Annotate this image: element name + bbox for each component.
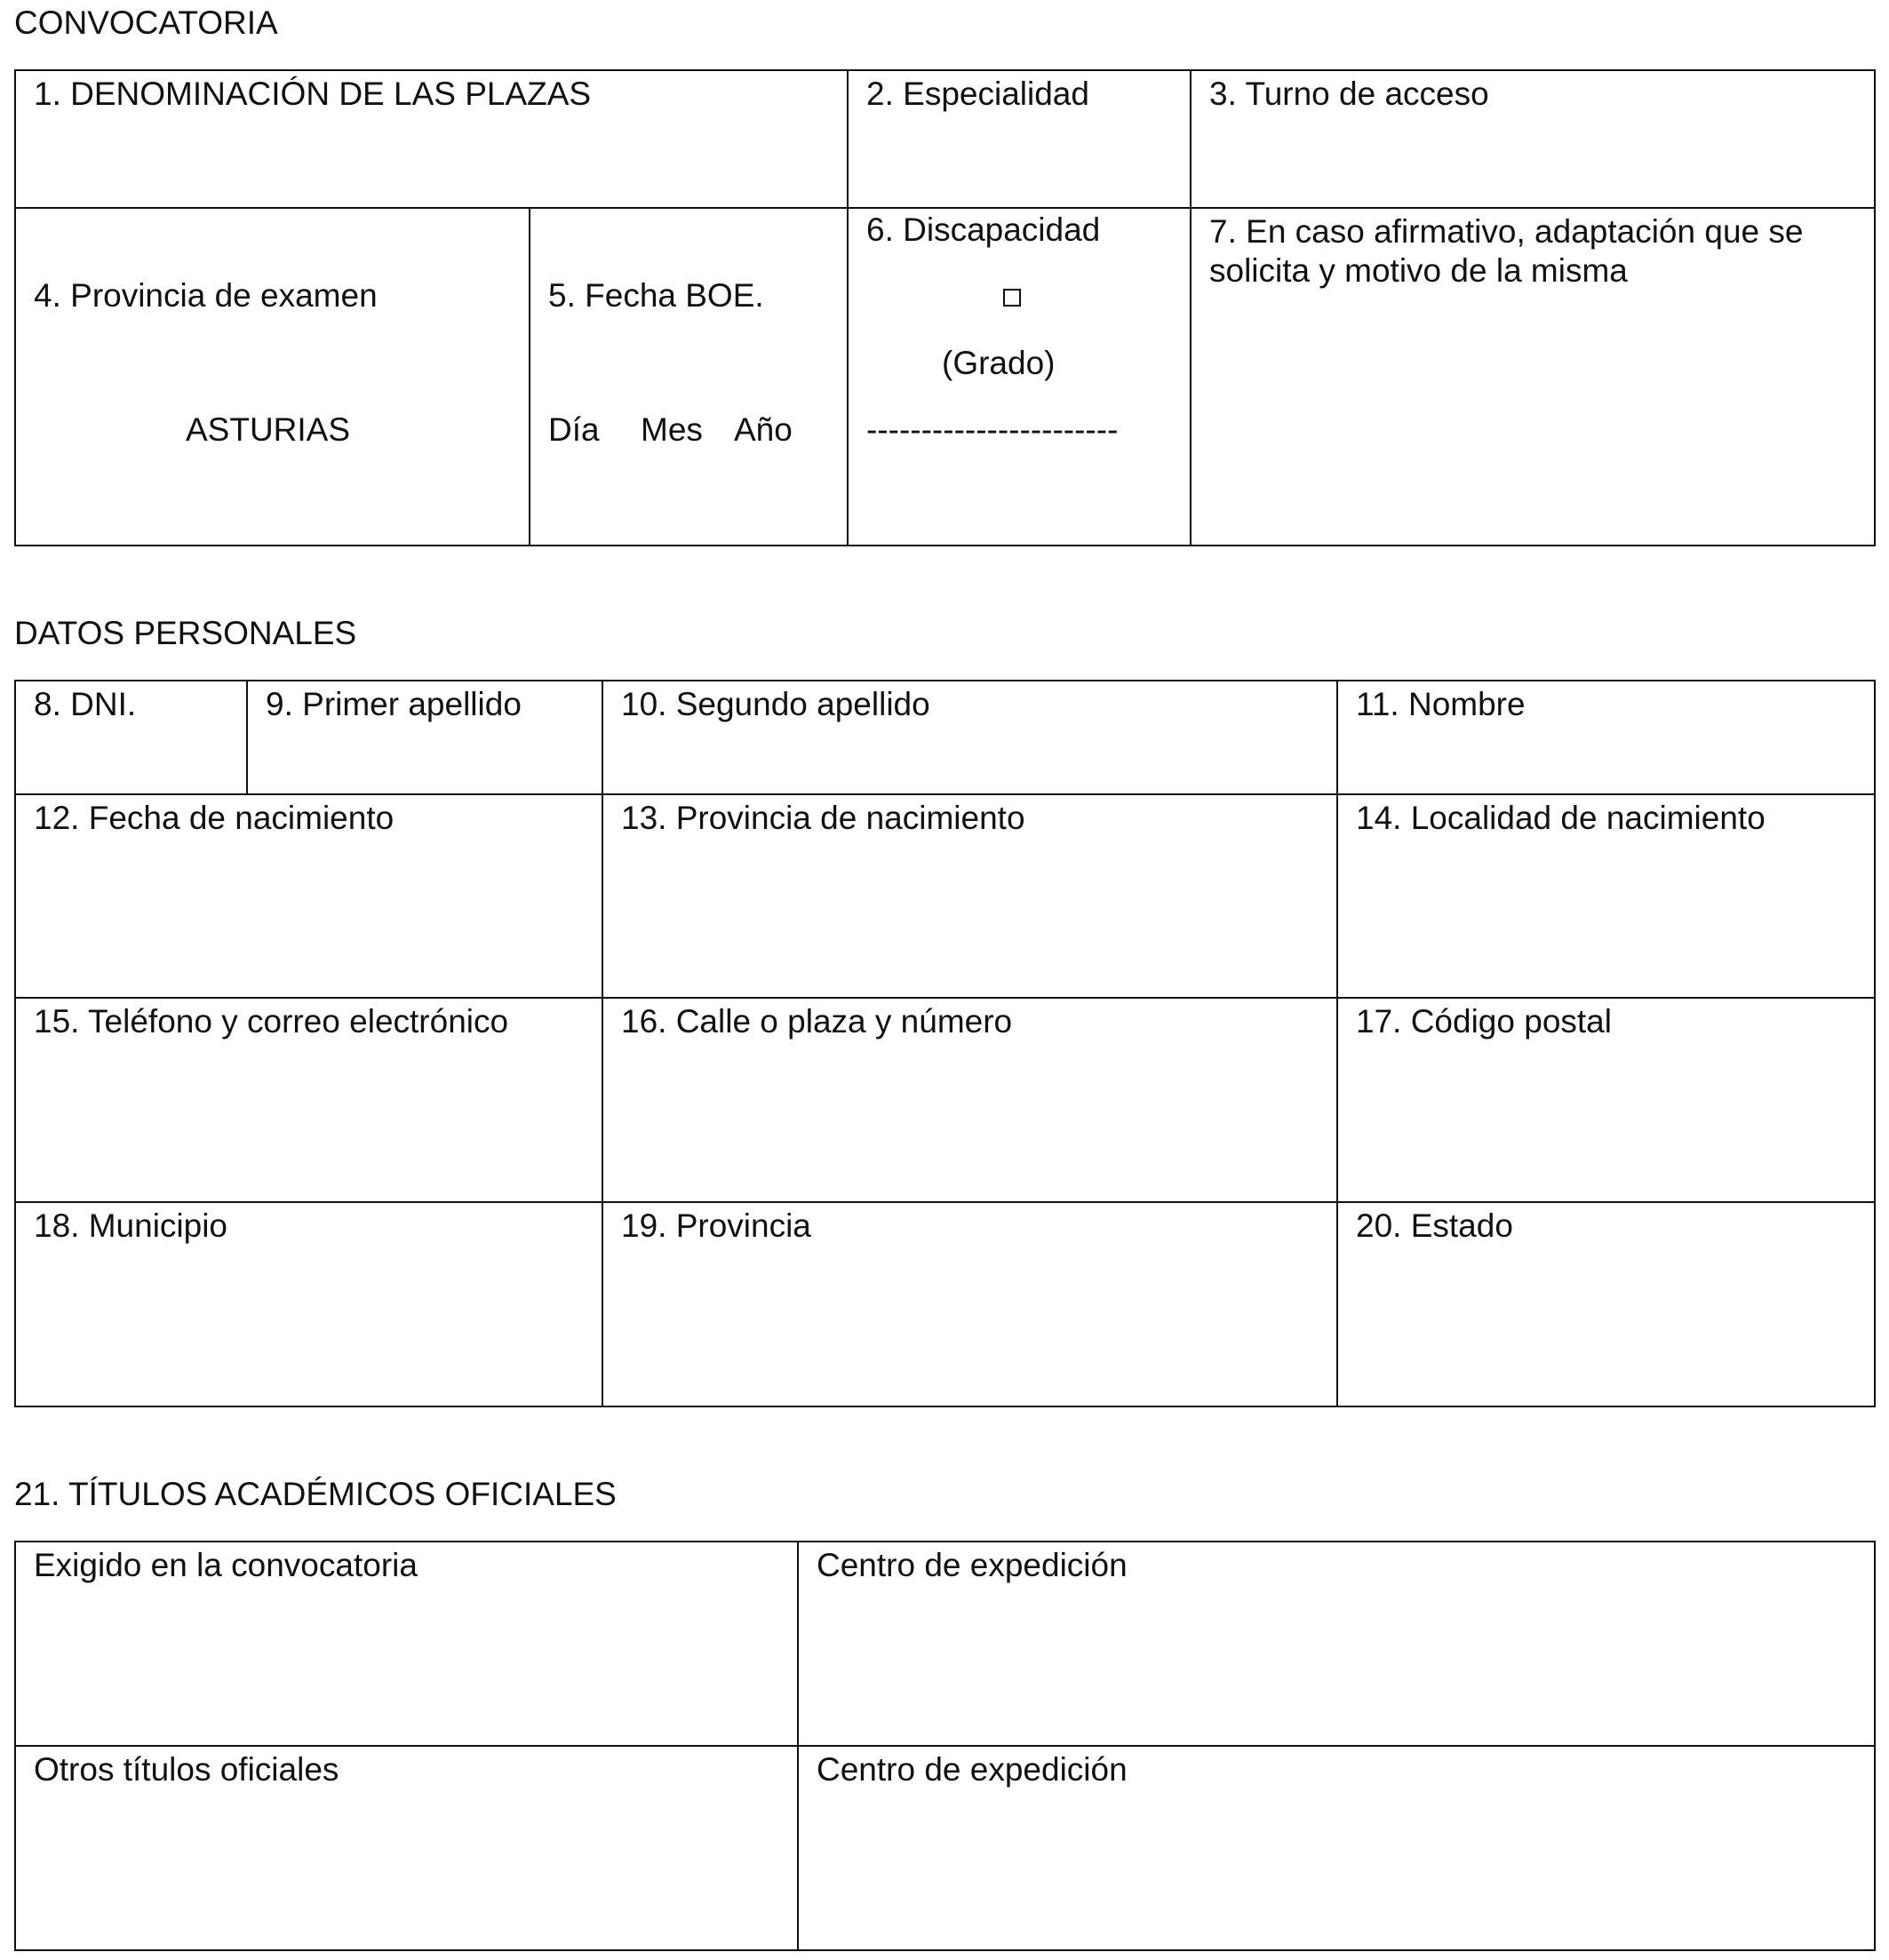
- field-provincia-nacimiento[interactable]: [603, 795, 1338, 999]
- field-especialidad[interactable]: [849, 71, 1192, 209]
- field-dni-label: 8. DNI.: [34, 686, 137, 722]
- field-titulo-exigido[interactable]: [16, 1542, 799, 1747]
- field-primer-apellido-label: 9. Primer apellido: [266, 686, 522, 722]
- field-provincia[interactable]: [603, 1203, 1338, 1407]
- field-fecha-boe[interactable]: [530, 209, 849, 546]
- field-centro-expedicion-1-label: Centro de expedición: [817, 1547, 1128, 1583]
- field-codigo-postal-label: 17. Código postal: [1356, 1003, 1612, 1040]
- field-provincia-examen-label: 4. Provincia de examen: [34, 277, 378, 314]
- field-centro-expedicion-2[interactable]: [799, 1747, 1876, 1951]
- field-calle-numero[interactable]: [603, 999, 1338, 1203]
- field-fecha-boe-label: 5. Fecha BOE.: [548, 277, 764, 314]
- titulos-table: [14, 1541, 1876, 1951]
- field-calle-numero-label: 16. Calle o plaza y número: [621, 1003, 1013, 1040]
- field-segundo-apellido[interactable]: [603, 681, 1338, 795]
- field-centro-expedicion-1[interactable]: [799, 1542, 1876, 1747]
- titulos-title: 21. TÍTULOS ACADÉMICOS OFICIALES: [14, 1476, 617, 1512]
- field-telefono-correo-label: 15. Teléfono y correo electrónico: [34, 1003, 509, 1040]
- field-adaptacion[interactable]: [1192, 209, 1876, 546]
- field-titulo-exigido-label: Exigido en la convocatoria: [34, 1547, 418, 1583]
- convocatoria-table: [14, 69, 1876, 546]
- field-turno-acceso-label: 3. Turno de acceso: [1209, 76, 1489, 112]
- field-discapacidad-line: -----------------------: [866, 411, 1119, 448]
- field-nombre[interactable]: [1338, 681, 1876, 795]
- field-segundo-apellido-label: 10. Segundo apellido: [621, 686, 930, 722]
- field-primer-apellido[interactable]: [248, 681, 603, 795]
- field-denominacion[interactable]: [16, 71, 849, 209]
- field-localidad-nacimiento-label: 14. Localidad de nacimiento: [1356, 800, 1765, 836]
- field-estado[interactable]: [1338, 1203, 1876, 1407]
- field-localidad-nacimiento[interactable]: [1338, 795, 1876, 999]
- field-discapacidad-label: 6. Discapacidad: [866, 211, 1101, 248]
- field-municipio-label: 18. Municipio: [34, 1207, 228, 1244]
- field-fecha-boe-mes: Mes: [641, 411, 703, 448]
- discapacidad-checkbox[interactable]: [1003, 289, 1021, 307]
- convocatoria-title: CONVOCATORIA: [14, 4, 278, 41]
- field-discapacidad-grado: (Grado): [942, 345, 1056, 381]
- field-fecha-boe-ano: Año: [734, 411, 793, 448]
- datos-personales-title: DATOS PERSONALES: [14, 615, 357, 651]
- field-otros-titulos-label: Otros títulos oficiales: [34, 1751, 339, 1788]
- field-nombre-label: 11. Nombre: [1356, 686, 1526, 722]
- field-estado-label: 20. Estado: [1356, 1207, 1513, 1244]
- field-otros-titulos[interactable]: [16, 1747, 799, 1951]
- field-fecha-nacimiento[interactable]: [16, 795, 603, 999]
- field-provincia-examen[interactable]: [16, 209, 530, 546]
- field-municipio[interactable]: [16, 1203, 603, 1407]
- field-provincia-examen-value: ASTURIAS: [186, 411, 351, 448]
- field-provincia-nacimiento-label: 13. Provincia de nacimiento: [621, 800, 1025, 836]
- field-provincia-label: 19. Provincia: [621, 1207, 811, 1244]
- field-fecha-nacimiento-label: 12. Fecha de nacimiento: [34, 800, 395, 836]
- field-dni[interactable]: [16, 681, 248, 795]
- field-fecha-boe-dia: Día: [548, 411, 600, 448]
- field-telefono-correo[interactable]: [16, 999, 603, 1203]
- field-adaptacion-label: 7. En caso afirmativo, adaptación que se solicita y motivo de la misma: [1209, 213, 1804, 290]
- datos-personales-table: [14, 680, 1876, 1407]
- field-discapacidad[interactable]: [849, 209, 1192, 546]
- field-especialidad-label: 2. Especialidad: [866, 76, 1089, 112]
- field-denominacion-label: 1. DENOMINACIÓN DE LAS PLAZAS: [34, 76, 592, 112]
- field-codigo-postal[interactable]: [1338, 999, 1876, 1203]
- field-turno-acceso[interactable]: [1192, 71, 1876, 209]
- field-centro-expedicion-2-label: Centro de expedición: [817, 1751, 1128, 1788]
